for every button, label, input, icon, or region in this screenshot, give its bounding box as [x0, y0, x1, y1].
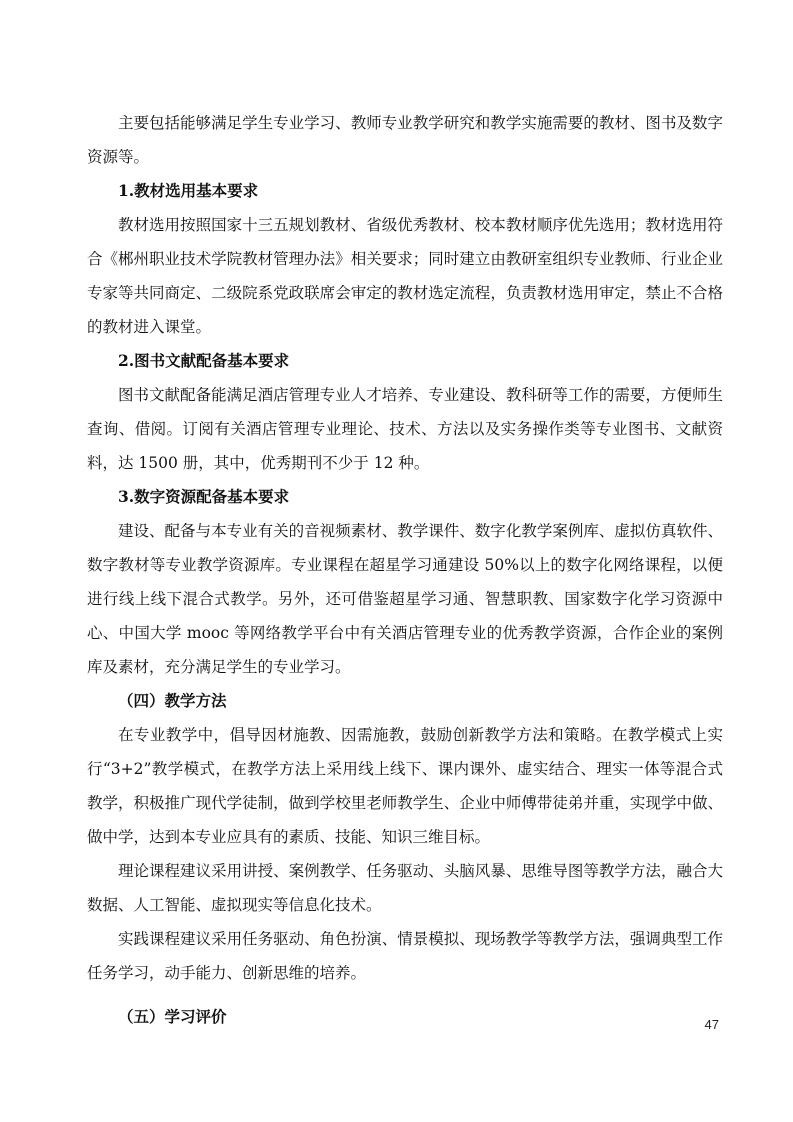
page-number: 47	[704, 1017, 719, 1032]
paragraph: 理论课程建议采用讲授、案例教学、任务驱动、头脑风暴、思维导图等教学方法，融合大数据、人工智能、虚拟现实等信息化技术。	[87, 862, 723, 914]
paragraph: 在专业教学中，倡导因材施教、因需施教，鼓励创新教学方法和策略。在教学模式上实行“3+2”教学模式，在教学方法上采用线上线下、课内课外、虚实结合、理实一体等混合式教学，积极推广现代学徒制，做到学校里老师教学生、企业中师傅带徒弟并重，实现学中做、做中学，达到本专业应具有的素质、技能、知识三维目标。	[87, 726, 723, 846]
section-heading: 3.数字资源配备基本要求	[118, 487, 290, 506]
section-heading: （五）学习评价	[118, 1007, 227, 1026]
section-heading: （四）教学方法	[118, 691, 227, 710]
paragraph: 建设、配备与本专业有关的音视频素材、教学课件、数字化教学案例库、虚拟仿真软件、数字教材等专业教学资源库。专业课程在超星学习通建设 50%以上的数字化网络课程，以便进行线上线下混合式教学。另外，还可借鉴超星学习通、智慧职教、国家数字化学习资源中心、中国大学 mooc 等网络教学平台中有关酒店管理专业的优秀教学资源，合作企业的案例库及素材，充分满足学生的专业学习。	[87, 522, 723, 676]
paragraph: 图书文献配备能满足酒店管理专业人才培养、专业建设、教科研等工作的需要，方便师生查询、借阅。订阅有关酒店管理专业理论、技术、方法以及实务操作类等专业图书、文献资料，达 1500 册，其中，优秀期刊不少于 12 种。	[87, 386, 723, 472]
section-heading: 2.图书文献配备基本要求	[118, 351, 290, 370]
section-heading: 1.教材选用基本要求	[118, 181, 259, 200]
paragraph: 教材选用按照国家十三五规划教材、省级优秀教材、校本教材顺序优先选用；教材选用符合《郴州职业技术学院教材管理办法》相关要求；同时建立由教研室组织专业教师、行业企业专家等共同商定、二级院系党政联席会审定的教材选定流程，负责教材选用审定，禁止不合格的教材进入课堂。	[87, 216, 723, 336]
document-body	[87, 106, 723, 1034]
paragraph: 主要包括能够满足学生专业学习、教师专业教学研究和教学实施需要的教材、图书及数字资源等。	[87, 114, 723, 166]
paragraph: 实践课程建议采用任务驱动、角色扮演、情景模拟、现场教学等教学方法，强调典型工作任务学习，动手能力、创新思维的培养。	[87, 930, 723, 982]
